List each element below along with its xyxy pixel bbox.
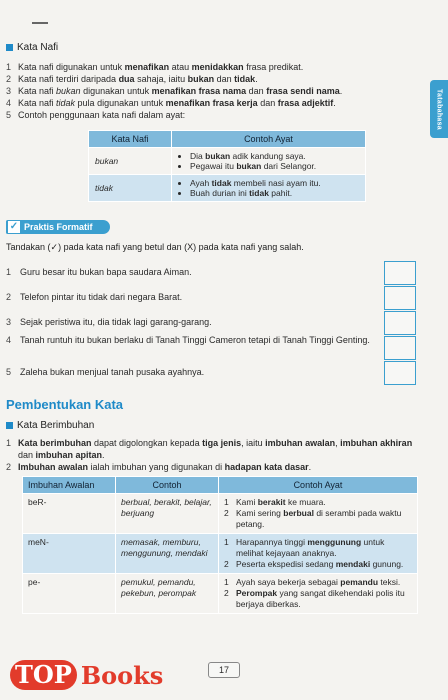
- question-text: Tanah runtuh itu bukan berlaku di Tanah Tinggi Cameron tetapi di Tanah Tinggi Genting.: [20, 335, 370, 345]
- kata-nafi-heading: [6, 42, 58, 53]
- bold-text: frasa sendi nama: [266, 86, 340, 96]
- text-run: .: [255, 74, 258, 84]
- example-sentence: [190, 188, 359, 198]
- praktis-formatif-banner: [6, 220, 110, 234]
- kata-berimbuhan-heading-text: Kata Berimbuhan: [17, 420, 95, 431]
- item-number: 2: [6, 74, 12, 84]
- text-run: pula digunakan untuk: [75, 98, 166, 108]
- table-row: [89, 175, 366, 202]
- text-run: Harapannya tinggi: [236, 537, 308, 547]
- list-item: [6, 61, 416, 73]
- bold-text: Kata berimbuhan: [18, 438, 92, 448]
- table-header: Contoh Ayat: [172, 131, 366, 148]
- contoh-ayat-cell: [219, 534, 418, 574]
- item-text: [236, 577, 400, 588]
- imbuhan-cell: beR-: [23, 494, 116, 534]
- exercise-question: [6, 266, 376, 278]
- exercise-question: [6, 316, 376, 328]
- header-dash: [32, 22, 48, 24]
- bold-text: hadapan kata dasar: [224, 462, 309, 472]
- bold-text: Imbuhan awalan: [18, 462, 89, 472]
- text-run: dan: [18, 450, 36, 460]
- bold-text: menafikan: [124, 62, 170, 72]
- text-run: , iaitu: [241, 438, 266, 448]
- answer-box[interactable]: [384, 261, 416, 285]
- item-number: 2: [224, 559, 229, 569]
- page-number: 17: [208, 662, 240, 678]
- text-run: untuk melihat kejayaan anaknya.: [236, 537, 385, 558]
- item-number: 1: [6, 62, 12, 72]
- item-text: [236, 559, 403, 570]
- list-item: [6, 437, 416, 461]
- answer-box[interactable]: [384, 311, 416, 335]
- bold-text: bukan: [205, 151, 231, 161]
- italic-text: tidak: [56, 98, 76, 108]
- list-item: [6, 85, 416, 97]
- item-number: 2: [6, 462, 12, 472]
- item-text: [18, 437, 416, 461]
- table-header: Contoh: [116, 477, 219, 494]
- bold-text: pemandu: [340, 577, 379, 587]
- text-run: di serambi pada waktu petang.: [236, 508, 402, 529]
- imbuhan-cell: pe-: [23, 574, 116, 614]
- imbuhan-cell: meN-: [23, 534, 116, 574]
- item-text: [18, 461, 311, 473]
- example-sentence: [190, 151, 359, 161]
- kata-nafi-points: [6, 61, 416, 121]
- bold-text: imbuhan akhiran: [340, 438, 413, 448]
- question-text: Sejak peristiwa itu, dia tidak lagi garang-garang.: [20, 317, 212, 327]
- bold-text: menidakkan: [191, 62, 244, 72]
- text-run: pahit.: [268, 188, 293, 198]
- bold-text: imbuhan awalan: [265, 438, 336, 448]
- answer-box[interactable]: [384, 336, 416, 360]
- text-run: Ayah: [190, 178, 212, 188]
- bold-text: imbuhan apitan: [35, 450, 103, 460]
- text-run: adik kandung saya.: [230, 151, 306, 161]
- bold-text: tidak: [211, 178, 232, 188]
- text-run: Buah durian ini: [190, 188, 250, 198]
- contoh-cell: berbual, berakit, belajar, berjuang: [116, 494, 219, 534]
- text-run: teksi.: [378, 577, 401, 587]
- text-run: Dia: [190, 151, 206, 161]
- item-number: 1: [6, 438, 12, 448]
- item-number: 1: [224, 577, 229, 587]
- bold-text: menafikan frasa nama: [151, 86, 247, 96]
- bold-text: tidak: [234, 74, 256, 84]
- chapter-side-tab-label: Tatabahasa: [435, 88, 443, 130]
- question-number: 1: [6, 267, 12, 277]
- kata-nafi-table: [88, 130, 366, 202]
- example-sentence: [224, 497, 412, 508]
- item-number: 1: [224, 537, 229, 547]
- text-run: digunakan untuk: [80, 86, 152, 96]
- list-item: [6, 461, 416, 473]
- bold-text: menafikan frasa kerja: [165, 98, 258, 108]
- kata-nafi-heading-text: Kata Nafi: [17, 42, 59, 53]
- question-number: 4: [6, 335, 12, 345]
- item-number: 2: [224, 508, 229, 518]
- text-run: ,: [335, 438, 341, 448]
- item-text: [236, 588, 412, 610]
- chapter-side-tab[interactable]: [430, 80, 448, 138]
- text-run: .: [308, 462, 312, 472]
- item-number: 1: [224, 497, 229, 507]
- question-text: Telefon pintar itu tidak dari negara Barat.: [20, 292, 183, 302]
- pembentukan-kata-title: Pembentukan Kata: [6, 397, 124, 412]
- table-row: [23, 494, 418, 534]
- text-run: Kami: [236, 497, 258, 507]
- contoh-ayat-cell: [219, 494, 418, 534]
- text-run: .: [333, 98, 336, 108]
- exercise-question: [6, 334, 376, 346]
- text-run: dari Selangor.: [261, 161, 317, 171]
- text-run: dapat digolongkan kepada: [91, 438, 203, 448]
- text-run: Kata nafi: [18, 86, 57, 96]
- square-bullet-icon: [6, 44, 13, 51]
- table-header: Kata Nafi: [89, 131, 172, 148]
- list-item: [6, 73, 416, 85]
- text-run: Contoh penggunaan kata nafi dalam ayat:: [18, 110, 186, 120]
- bold-text: dua: [118, 74, 135, 84]
- bold-text: berbual: [283, 508, 314, 518]
- item-text: [18, 85, 342, 97]
- text-run: dan: [257, 98, 278, 108]
- text-run: membeli nasi ayam itu.: [231, 178, 321, 188]
- text-run: Peserta ekspedisi sedang: [236, 559, 336, 569]
- imbuhan-awalan-table: [22, 476, 418, 614]
- item-text: [18, 97, 336, 109]
- example-sentence: [224, 537, 412, 559]
- contoh-cell: memasak, memburu, menggunung, mendaki: [116, 534, 219, 574]
- praktis-formatif-label: Praktis Formatif: [24, 222, 93, 232]
- text-run: Kata nafi terdiri daripada: [18, 74, 119, 84]
- logo-top-text: TOP: [10, 660, 77, 690]
- list-item: [6, 97, 416, 109]
- item-text: [18, 61, 303, 73]
- bold-text: menggunung: [307, 537, 362, 547]
- item-number: 4: [6, 98, 12, 108]
- question-number: 3: [6, 317, 12, 327]
- question-number: 2: [6, 292, 12, 302]
- text-run: sahaja, iaitu: [134, 74, 188, 84]
- question-text: Guru besar itu bukan bapa saudara Aiman.: [20, 267, 192, 277]
- kata-nafi-cell: tidak: [89, 175, 172, 202]
- question-number: 5: [6, 367, 12, 377]
- example-sentence: [190, 161, 359, 171]
- kata-berimbuhan-heading: [6, 420, 94, 431]
- italic-text: bukan: [56, 86, 81, 96]
- question-text: Zaleha bukan menjual tanah pusaka ayahnya.: [20, 367, 205, 377]
- table-row: [23, 534, 418, 574]
- example-sentence: [224, 588, 412, 610]
- text-run: ialah imbuhan yang digunakan di: [88, 462, 225, 472]
- bold-text: mendaki: [335, 559, 371, 569]
- text-run: Kata nafi: [18, 98, 57, 108]
- text-run: yang sangat dikehendaki polis itu berjaya diberkas.: [236, 588, 405, 609]
- bold-text: tidak: [249, 188, 269, 198]
- text-run: atau: [169, 62, 192, 72]
- contoh-ayat-cell: [219, 574, 418, 614]
- table-row: [89, 148, 366, 175]
- bold-text: frasa adjektif: [277, 98, 334, 108]
- example-sentence: [224, 577, 412, 588]
- answer-box[interactable]: [384, 361, 416, 385]
- text-run: .: [102, 450, 105, 460]
- bold-text: bukan: [236, 161, 262, 171]
- item-text: [236, 497, 326, 508]
- text-run: Ayah saya bekerja sebagai: [236, 577, 341, 587]
- bold-text: tiga jenis: [202, 438, 242, 448]
- table-row: [23, 574, 418, 614]
- text-run: dan: [214, 74, 235, 84]
- bold-text: bukan: [187, 74, 215, 84]
- text-run: frasa predikat.: [243, 62, 304, 72]
- text-run: dan: [246, 86, 267, 96]
- text-run: .: [339, 86, 343, 96]
- example-sentence: [224, 508, 412, 530]
- item-number: 2: [224, 588, 229, 598]
- list-item: [6, 109, 416, 121]
- bold-text: Perompak: [236, 588, 278, 598]
- contoh-cell: pemukul, pemandu, pekebun, perompak: [116, 574, 219, 614]
- exercise-instruction: Tandakan (✓) pada kata nafi yang betul dan (X) pada kata nafi yang salah.: [6, 242, 304, 252]
- exercise-question: [6, 366, 376, 378]
- bold-text: berakit: [257, 497, 286, 507]
- table-header: Contoh Ayat: [219, 477, 418, 494]
- answer-box[interactable]: [384, 286, 416, 310]
- text-run: Kata nafi digunakan untuk: [18, 62, 125, 72]
- exercise-question: [6, 291, 376, 303]
- text-run: ke muara.: [285, 497, 326, 507]
- example-sentence: [190, 178, 359, 188]
- example-sentence: [224, 559, 412, 570]
- kata-nafi-cell: bukan: [89, 148, 172, 175]
- topbooks-logo: [10, 658, 163, 692]
- text-run: gunung.: [370, 559, 404, 569]
- item-text: [18, 109, 185, 121]
- text-run: Pegawai itu: [190, 161, 237, 171]
- item-number: 5: [6, 110, 12, 120]
- contoh-ayat-cell: [172, 148, 366, 175]
- contoh-ayat-cell: [172, 175, 366, 202]
- item-text: [236, 537, 412, 559]
- item-text: [236, 508, 412, 530]
- kata-berimbuhan-points: [6, 437, 416, 473]
- text-run: Kami sering: [236, 508, 284, 518]
- item-text: [18, 73, 258, 85]
- logo-books-text: Books: [80, 660, 164, 690]
- item-number: 3: [6, 86, 12, 96]
- check-icon: ✓: [9, 221, 19, 232]
- table-header: Imbuhan Awalan: [23, 477, 116, 494]
- square-bullet-icon: [6, 422, 13, 429]
